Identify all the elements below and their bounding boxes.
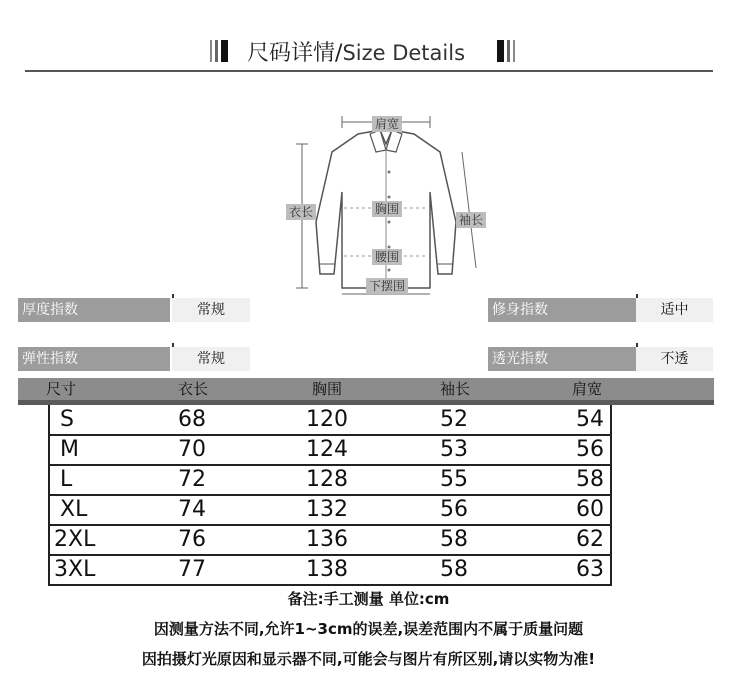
shoulder-cell: 54 xyxy=(576,407,604,432)
size-table-body xyxy=(48,405,612,585)
length-cell: 68 xyxy=(178,407,206,432)
attribute-value: 常规 xyxy=(172,298,250,322)
size-cell: L xyxy=(60,467,73,492)
length-cell: 72 xyxy=(178,467,206,492)
size-cell: 2XL xyxy=(54,527,96,552)
attribute-fit xyxy=(488,298,713,322)
page-title xyxy=(247,36,465,67)
chest-cell: 124 xyxy=(306,437,348,462)
chest-cell: 120 xyxy=(306,407,348,432)
column-header-length: 衣长 xyxy=(178,380,209,398)
column-header-chest: 胸围 xyxy=(312,380,343,398)
garment-diagram xyxy=(280,92,490,302)
column-header-sleeve: 袖长 xyxy=(440,380,471,398)
shoulder-label: 肩宽 xyxy=(372,116,402,132)
sleeve-label: 袖长 xyxy=(456,212,486,228)
note-measurement: 备注:手工测量 单位:cm xyxy=(287,590,450,608)
column-header-shoulder: 肩宽 xyxy=(572,380,603,398)
sleeve-cell: 53 xyxy=(440,437,468,462)
length-label: 衣长 xyxy=(286,204,316,220)
size-cell: XL xyxy=(60,497,88,522)
shoulder-cell: 60 xyxy=(576,497,604,522)
length-cell: 70 xyxy=(178,437,206,462)
table-row xyxy=(48,465,612,496)
sleeve-cell: 55 xyxy=(440,467,468,492)
sleeve-cell: 52 xyxy=(440,407,468,432)
note-color-disclaimer: 因拍摄灯光原因和显示器不同,可能会与图片有所区别,请以实物为准! xyxy=(141,650,596,668)
size-cell: S xyxy=(60,407,74,432)
title-english: Size Details xyxy=(342,41,466,65)
attribute-label: 透光指数 xyxy=(488,347,640,371)
hem-label: 下摆围 xyxy=(366,278,408,294)
title-separator: / xyxy=(335,41,343,66)
table-row xyxy=(48,405,612,436)
chest-cell: 128 xyxy=(306,467,348,492)
size-cell: M xyxy=(60,437,79,462)
note-tolerance: 因测量方法不同,允许1~3cm的误差,误差范围内不属于质量问题 xyxy=(153,620,584,638)
shoulder-cell: 58 xyxy=(576,467,604,492)
attribute-transparency xyxy=(488,347,713,371)
attribute-value: 不透 xyxy=(636,347,713,371)
table-row xyxy=(48,525,612,556)
sleeve-cell: 58 xyxy=(440,557,468,582)
attribute-value: 适中 xyxy=(636,298,713,322)
size-table-header xyxy=(18,378,714,400)
shoulder-cell: 63 xyxy=(576,557,604,582)
header-divider xyxy=(25,70,713,72)
attribute-label: 厚度指数 xyxy=(18,298,170,322)
chest-cell: 138 xyxy=(306,557,348,582)
table-row xyxy=(48,495,612,526)
column-header-size: 尺寸 xyxy=(46,380,77,398)
attribute-thickness xyxy=(18,298,250,322)
shoulder-cell: 56 xyxy=(576,437,604,462)
chest-cell: 136 xyxy=(306,527,348,552)
waist-label: 腰围 xyxy=(372,249,402,265)
shoulder-cell: 62 xyxy=(576,527,604,552)
length-cell: 74 xyxy=(178,497,206,522)
attribute-elasticity xyxy=(18,347,250,371)
attribute-value: 常规 xyxy=(172,347,250,371)
attribute-label: 修身指数 xyxy=(488,298,640,322)
sleeve-cell: 56 xyxy=(440,497,468,522)
size-cell: 3XL xyxy=(54,557,96,582)
title-chinese: 尺码详情 xyxy=(247,41,336,66)
sleeve-cell: 58 xyxy=(440,527,468,552)
table-row xyxy=(48,555,612,586)
length-cell: 77 xyxy=(178,557,206,582)
chest-cell: 132 xyxy=(306,497,348,522)
attribute-label: 弹性指数 xyxy=(18,347,170,371)
length-cell: 76 xyxy=(178,527,206,552)
table-row xyxy=(48,435,612,466)
chest-label: 胸围 xyxy=(372,201,402,217)
